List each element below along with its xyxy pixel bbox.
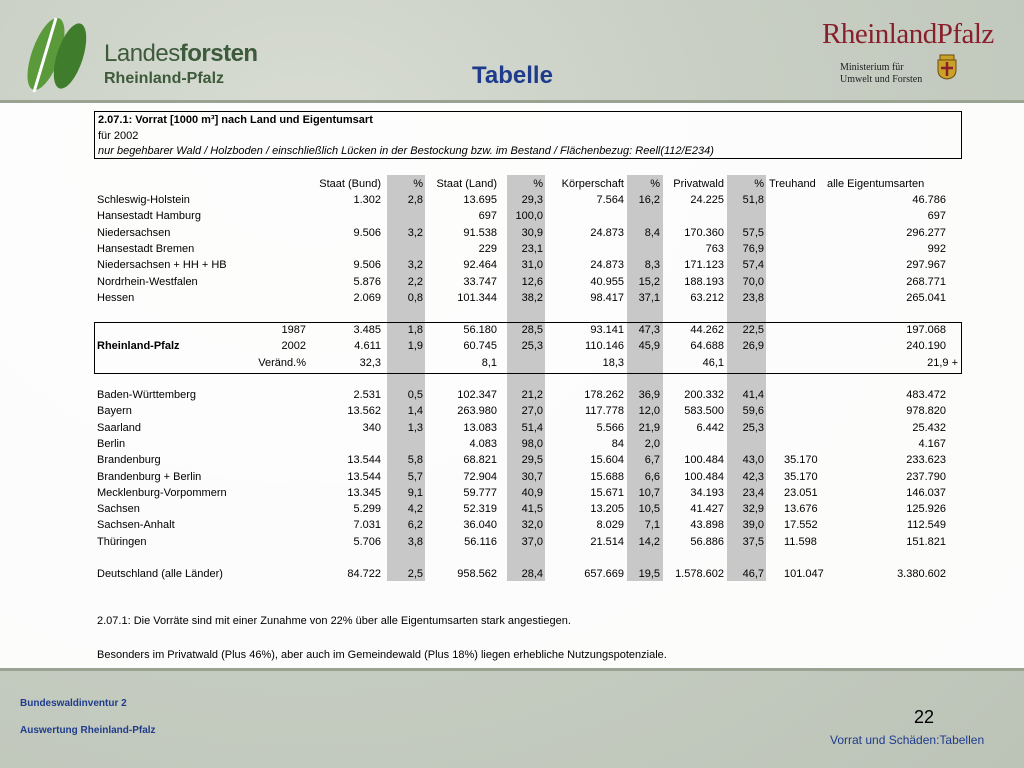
table-cell: 46,7 [742, 568, 764, 580]
row-label: Berlin [97, 438, 126, 450]
table-cell: 84.722 [347, 568, 381, 580]
table-cell: 21,2 [521, 389, 543, 401]
table-cell: 697 [478, 210, 497, 222]
table-cell: 35.170 [784, 471, 818, 483]
table-cell: 70,0 [742, 276, 764, 288]
table-cell: 13.695 [463, 194, 497, 206]
table-cell: 12,0 [638, 405, 660, 417]
table-cell: 24.873 [590, 227, 624, 239]
table-cell: 240.190 [906, 340, 946, 352]
table-cell: 100.484 [684, 454, 724, 466]
table-cell: 52.319 [463, 503, 497, 515]
table-cell: 23.051 [784, 487, 818, 499]
table-cell: 1,9 [407, 340, 423, 352]
note-2: Besonders im Privatwald (Plus 46%), aber auch im Gemeindewald (Plus 18%) liegen erhebliche Nutzungspotenziale. [97, 649, 667, 661]
table-cell: 30,7 [521, 471, 543, 483]
table-cell: 27,0 [521, 405, 543, 417]
row-label: Brandenburg [97, 454, 161, 466]
table-cell: 9,1 [407, 487, 423, 499]
table-cell: 100,0 [515, 210, 543, 222]
table-cell: 4,2 [407, 503, 423, 515]
table-cell: 34.193 [690, 487, 724, 499]
table-cell: 51,8 [742, 194, 764, 206]
table-cell: 45,9 [638, 340, 660, 352]
table-cell: 36.040 [463, 519, 497, 531]
table-cell: 657.669 [584, 568, 624, 580]
table-cell: 19,5 [638, 568, 660, 580]
table-cell: 13.676 [784, 503, 818, 515]
footer-subtitle: Auswertung Rheinland-Pfalz [20, 725, 156, 736]
row-label: Thüringen [97, 536, 147, 548]
table-cell: 15.671 [590, 487, 624, 499]
table-cell: 125.926 [906, 503, 946, 515]
table-cell: 13.562 [347, 405, 381, 417]
table-cell: 3.485 [353, 324, 381, 336]
table-cell: 7.564 [596, 194, 624, 206]
table-cell: 25,3 [742, 422, 764, 434]
table-cell: 24.873 [590, 259, 624, 271]
table-cell: 13.205 [590, 503, 624, 515]
table-cell: 57,4 [742, 259, 764, 271]
row-label: Nordrhein-Westfalen [97, 276, 198, 288]
table-cell: 13.544 [347, 471, 381, 483]
table-cell: 197.068 [906, 324, 946, 336]
column-header: alle Eigentumsarten [827, 178, 925, 190]
table-cell: 93.141 [590, 324, 624, 336]
table-cell: 43,0 [742, 454, 764, 466]
table-cell: 16,2 [638, 194, 660, 206]
table-cell: 8,4 [644, 227, 660, 239]
table-cell: 697 [927, 210, 946, 222]
rlp-year-label: Veränd.% [258, 357, 306, 369]
table-cell: 0,5 [407, 389, 423, 401]
table-cell: 39,0 [742, 519, 764, 531]
table-caption [94, 111, 962, 159]
table-cell: 33.747 [463, 276, 497, 288]
row-label: Bayern [97, 405, 132, 417]
table-cell: 4.083 [469, 438, 497, 450]
table-cell: 1,4 [407, 405, 423, 417]
table-cell: 7,1 [644, 519, 660, 531]
table-cell: 233.623 [906, 454, 946, 466]
table-cell: 2.531 [353, 389, 381, 401]
table-cell: 29,5 [521, 454, 543, 466]
table-cell: 171.123 [684, 259, 724, 271]
table-cell: 46,1 [702, 357, 724, 369]
table-cell: 63.212 [690, 292, 724, 304]
table-cell: 42,3 [742, 471, 764, 483]
table-cell: 11.598 [784, 536, 817, 548]
rlp-year-label: 1987 [281, 324, 306, 336]
table-cell: 22,5 [742, 324, 764, 336]
table-cell: 47,3 [638, 324, 660, 336]
rlp-label: Rheinland-Pfalz [97, 340, 180, 352]
table-cell: 263.980 [457, 405, 497, 417]
table-cell: 151.821 [906, 536, 946, 548]
note-1: 2.07.1: Die Vorräte sind mit einer Zunahme von 22% über alle Eigentumsarten stark angestiegen. [97, 615, 571, 627]
table-cell: 23,1 [521, 243, 543, 255]
slide-header [0, 0, 1024, 100]
table-cell: 5.876 [353, 276, 381, 288]
table-cell: 0,8 [407, 292, 423, 304]
column-header: Körperschaft [561, 178, 624, 190]
row-label: Niedersachsen + HH + HB [97, 259, 227, 271]
table-cell: 146.037 [906, 487, 946, 499]
slide-content [0, 103, 1024, 668]
table-cell: 13.083 [463, 422, 497, 434]
rlp-wordmark: RheinlandPfalz [822, 18, 994, 50]
table-cell: 763 [705, 243, 724, 255]
table-cell: 2,2 [407, 276, 423, 288]
table-cell: 102.347 [457, 389, 497, 401]
logo-title: Landesforsten [104, 40, 258, 67]
table-cell: 32,9 [742, 503, 764, 515]
column-header: % [754, 178, 764, 190]
column-header: % [533, 178, 543, 190]
table-cell: 958.562 [457, 568, 497, 580]
table-cell: 43.898 [690, 519, 724, 531]
row-label: Deutschland (alle Länder) [97, 568, 223, 580]
row-label: Sachsen-Anhalt [97, 519, 175, 531]
table-cell: 268.771 [906, 276, 946, 288]
table-cell: 56.180 [463, 324, 497, 336]
table-cell: 5.706 [353, 536, 381, 548]
table-cell: 28,5 [521, 324, 543, 336]
footer-title: Bundeswaldinventur 2 [20, 698, 127, 709]
table-cell: 56.116 [464, 536, 497, 548]
table-cell: 3,2 [407, 259, 423, 271]
table-cell: 38,2 [521, 292, 543, 304]
table-cell: 5.299 [353, 503, 381, 515]
table-cell: 297.967 [906, 259, 946, 271]
table-cell: 56.886 [690, 536, 724, 548]
table-cell: 178.262 [584, 389, 624, 401]
table-cell: 992 [927, 243, 946, 255]
table-cell: 84 [611, 438, 624, 450]
table-cell: 41,4 [742, 389, 764, 401]
column-header: Staat (Bund) [319, 178, 381, 190]
table-cell: 76,9 [742, 243, 764, 255]
column-header: Privatwald [673, 178, 724, 190]
table-cell: 23,4 [742, 487, 764, 499]
table-cell: 978.820 [906, 405, 946, 417]
table-cell: 188.193 [684, 276, 724, 288]
table-cell: 23,8 [742, 292, 764, 304]
table-cell: 36,9 [638, 389, 660, 401]
table-cell: 6,2 [407, 519, 423, 531]
table-cell: 265.041 [906, 292, 946, 304]
caption-note: nur begehbarer Wald / Holzboden / einschließlich Lücken in der Bestockung bzw. im Bestand / Flächenbezug: Reell(112/E234) [98, 145, 714, 157]
table-cell: 98.417 [590, 292, 624, 304]
ministry-label: Ministerium für Umwelt und Forsten [840, 62, 923, 85]
page-number: 22 [914, 707, 935, 727]
row-label: Schleswig-Holstein [97, 194, 190, 206]
table-cell: 60.745 [463, 340, 497, 352]
table-cell: 296.277 [906, 227, 946, 239]
table-cell: 15,2 [638, 276, 660, 288]
table-cell: 2,5 [407, 568, 423, 580]
table-cell: 8.029 [596, 519, 624, 531]
table-cell: 41,5 [521, 503, 543, 515]
table-cell: 340 [362, 422, 381, 434]
logo-subtitle: Rheinland-Pfalz [104, 70, 225, 87]
table-cell: 21,9 + [927, 357, 958, 369]
table-cell: 10,7 [638, 487, 660, 499]
table-cell: 37,0 [521, 536, 543, 548]
table-cell: 59,6 [742, 405, 764, 417]
leaf-logo-icon [16, 12, 98, 94]
table-cell: 3.380.602 [897, 568, 946, 580]
table-cell: 18,3 [602, 357, 624, 369]
table-cell: 15.604 [590, 454, 624, 466]
table-cell: 17.552 [784, 519, 818, 531]
table-cell: 110.146 [585, 340, 624, 352]
table-cell: 41.427 [690, 503, 724, 515]
table-cell: 200.332 [684, 389, 724, 401]
row-label: Hansestadt Bremen [97, 243, 195, 255]
footer-divider [0, 668, 1024, 671]
table-cell: 5,8 [407, 454, 423, 466]
table-cell: 237.790 [906, 471, 946, 483]
table-cell: 101.344 [457, 292, 497, 304]
table-cell: 57,5 [742, 227, 764, 239]
table-cell: 2,0 [644, 438, 660, 450]
table-cell: 6.442 [696, 422, 724, 434]
table-cell: 9.506 [353, 259, 381, 271]
table-cell: 170.360 [684, 227, 724, 239]
table-cell: 1.302 [353, 194, 381, 206]
table-cell: 6,7 [644, 454, 660, 466]
table-cell: 5,7 [407, 471, 423, 483]
table-cell: 37,1 [638, 292, 660, 304]
table-cell: 117.778 [585, 405, 624, 417]
table-cell: 483.472 [906, 389, 946, 401]
table-cell: 2,8 [407, 194, 423, 206]
table-cell: 21.514 [590, 536, 624, 548]
row-label: Niedersachsen [97, 227, 171, 239]
row-label: Hansestadt Hamburg [97, 210, 201, 222]
table-cell: 13.544 [347, 454, 381, 466]
table-cell: 98,0 [521, 438, 543, 450]
table-cell: 1.578.602 [675, 568, 724, 580]
caption-title: 2.07.1: Vorrat [1000 m³] nach Land und Eigentumsart [98, 114, 373, 126]
table-cell: 6,6 [644, 471, 660, 483]
table-cell: 100.484 [684, 471, 724, 483]
table-cell: 25.432 [912, 422, 946, 434]
table-cell: 8,1 [481, 357, 497, 369]
table-cell: 583.500 [684, 405, 724, 417]
table-cell: 35.170 [784, 454, 818, 466]
table-cell: 64.688 [690, 340, 724, 352]
row-label: Saarland [97, 422, 142, 434]
table-cell: 112.549 [907, 519, 946, 531]
table-cell: 4.167 [918, 438, 946, 450]
table-cell: 25,3 [521, 340, 543, 352]
table-cell: 51,4 [521, 422, 543, 434]
table-cell: 4.611 [354, 340, 381, 352]
table-cell: 31,0 [521, 259, 543, 271]
table-cell: 3,8 [407, 536, 423, 548]
row-label: Brandenburg + Berlin [97, 471, 202, 483]
table-cell: 5.566 [596, 422, 624, 434]
rlp-year-label: 2002 [281, 340, 306, 352]
table-cell: 9.506 [353, 227, 381, 239]
table-cell: 92.464 [463, 259, 497, 271]
table-cell: 8,3 [644, 259, 660, 271]
landesforsten-logo [16, 10, 266, 94]
section-label: Vorrat und Schäden:Tabellen [830, 733, 985, 747]
table-cell: 21,9 [638, 422, 660, 434]
table-cell: 32,0 [521, 519, 543, 531]
column-header: Treuhand [769, 178, 816, 190]
table-cell: 30,9 [521, 227, 543, 239]
table-cell: 7.031 [353, 519, 381, 531]
table-cell: 1,8 [407, 324, 423, 336]
table-cell: 72.904 [463, 471, 497, 483]
table-cell: 40,9 [521, 487, 543, 499]
table-cell: 12,6 [521, 276, 543, 288]
table-cell: 24.225 [690, 194, 724, 206]
table-cell: 46.786 [912, 194, 946, 206]
caption-year: für 2002 [98, 129, 139, 142]
table-cell: 13.345 [347, 487, 381, 499]
table-cell: 229 [478, 243, 497, 255]
table-cell: 14,2 [638, 536, 660, 548]
table-cell: 28,4 [521, 568, 543, 580]
row-label: Hessen [97, 292, 135, 304]
row-label: Baden-Württemberg [97, 389, 197, 401]
table-cell: 2.069 [353, 292, 381, 304]
table-cell: 44.262 [690, 324, 724, 336]
table-cell: 3,2 [407, 227, 423, 239]
table-cell: 59.777 [463, 487, 497, 499]
table-cell: 40.955 [590, 276, 624, 288]
table-cell: 15.688 [590, 471, 624, 483]
column-header: Staat (Land) [436, 178, 497, 190]
table-cell: 29,3 [521, 194, 543, 206]
column-header: % [413, 178, 423, 190]
rlp-logo [818, 14, 1018, 94]
table-cell: 1,3 [407, 422, 423, 434]
table-cell: 91.538 [463, 227, 497, 239]
table-cell: 68.821 [463, 454, 497, 466]
row-label: Sachsen [97, 503, 140, 515]
table-cell: 37,5 [742, 536, 764, 548]
page-title: Tabelle [472, 62, 553, 89]
column-header: % [650, 178, 660, 190]
table-cell: 10,5 [638, 503, 660, 515]
table-cell: 26,9 [742, 340, 764, 352]
table-cell: 32,3 [359, 357, 381, 369]
table-cell: 101.047 [784, 568, 824, 580]
coat-of-arms-icon [936, 54, 958, 80]
row-label: Mecklenburg-Vorpommern [97, 487, 227, 499]
